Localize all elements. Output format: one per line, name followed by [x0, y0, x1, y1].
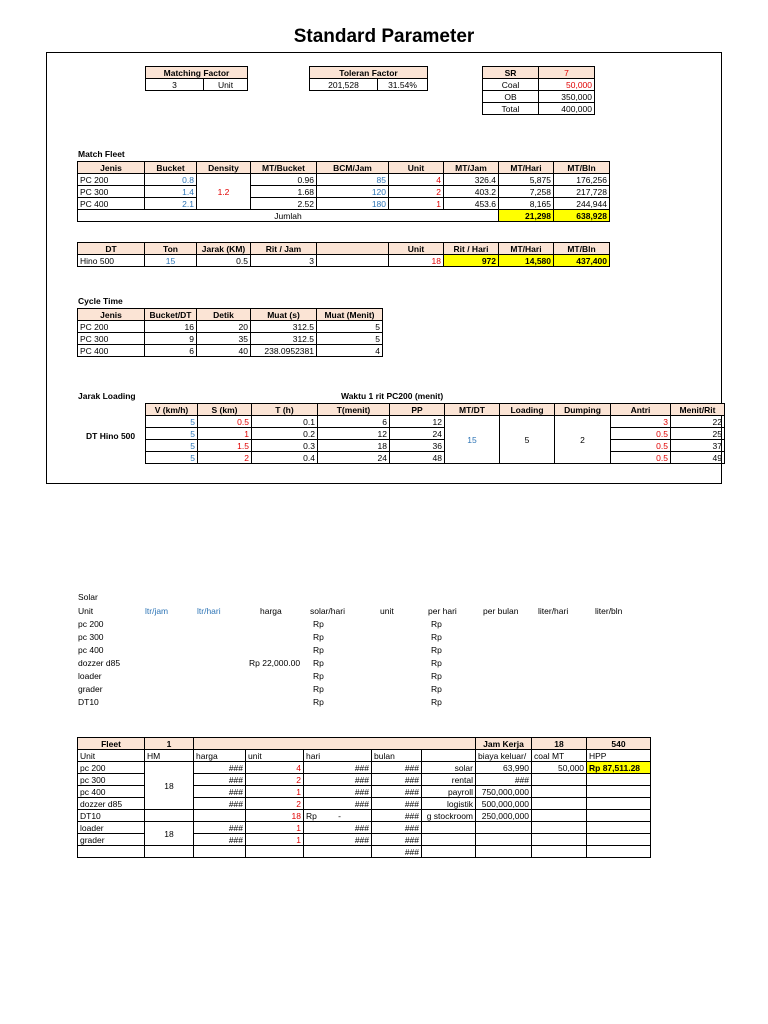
jl-v: 5 [146, 428, 198, 440]
jarak-loading-subtitle: Waktu 1 rit PC200 (menit) [341, 391, 444, 401]
mf-unit: 4 [389, 174, 444, 186]
fleet-hpp [587, 834, 651, 846]
sr-total-value: 400,000 [539, 103, 595, 115]
jl-tm: 6 [318, 416, 390, 428]
fleet-biaya [476, 822, 532, 834]
fleet-col-coal: coal MT [532, 750, 587, 762]
fleet-harga: ### [194, 774, 246, 786]
jl-s: 0.5 [198, 416, 252, 428]
jl-s: 2 [198, 452, 252, 464]
solar-harga: Rp 22,000.00 [249, 658, 301, 668]
fleet-hari: ### [304, 762, 372, 774]
fleet-harga: ### [194, 786, 246, 798]
mf-mt-bucket: 2.52 [251, 198, 317, 210]
solar-rp1: Rp [313, 619, 324, 629]
fleet-header-blank [194, 738, 476, 750]
solar-rp2: Rp [431, 632, 442, 642]
dt-name: Hino 500 [78, 255, 145, 267]
ct-muat-s: 238.0952381 [251, 345, 317, 357]
jl-tm: 18 [318, 440, 390, 452]
toleran-factor-header: Toleran Factor [310, 67, 428, 79]
sr-header-value: 7 [539, 67, 595, 79]
jarak-loading-title: Jarak Loading [78, 391, 136, 401]
solar-rp1: Rp [313, 697, 324, 707]
solar-unit: loader [78, 671, 102, 681]
fleet-bulan: ### [372, 822, 422, 834]
jl-antri: 0.5 [611, 452, 671, 464]
dt-jarak: 0.5 [197, 255, 251, 267]
solar-rp2: Rp [431, 684, 442, 694]
fleet-bulan: ### [372, 774, 422, 786]
sr-table [482, 66, 595, 115]
fleet-u: 1 [246, 822, 304, 834]
jl-t: 0.4 [252, 452, 318, 464]
mf-mt-jam: 453.6 [444, 198, 499, 210]
mf-jumlah-hari: 21,298 [499, 210, 554, 222]
fleet-col-hpp: HPP [587, 750, 651, 762]
mf-mt-hari: 7,258 [499, 186, 554, 198]
cycle-time-table [77, 308, 383, 357]
solar-header-per-hari: per hari [428, 606, 457, 616]
fleet-biaya [476, 846, 532, 858]
ct-muat-menit: 4 [317, 345, 383, 357]
mf-mt-jam: 403.2 [444, 186, 499, 198]
mf-jumlah-bln: 638,928 [554, 210, 610, 222]
fleet-u: 1 [246, 786, 304, 798]
page-title: Standard Parameter [293, 26, 475, 47]
jl-pp: 24 [390, 428, 445, 440]
jl-header-menit-rit: Menit/Rit [671, 404, 725, 416]
jl-header-pp: PP [390, 404, 445, 416]
fleet-unit: pc 400 [78, 786, 145, 798]
dt-header-blank [317, 243, 389, 255]
ct-header-bucket-dt: Bucket/DT [145, 309, 197, 321]
solar-rp2: Rp [431, 671, 442, 681]
fleet-coal [532, 774, 587, 786]
fleet-harga: ### [194, 822, 246, 834]
ct-jenis: PC 300 [78, 333, 145, 345]
mf-jumlah-label: Jumlah [78, 210, 499, 222]
jl-tm: 24 [318, 452, 390, 464]
mf-unit: 1 [389, 198, 444, 210]
ct-muat-menit: 5 [317, 321, 383, 333]
jl-header-t: T (h) [252, 404, 318, 416]
fleet-header-label: Fleet [78, 738, 145, 750]
mf-jenis: PC 300 [78, 186, 145, 198]
fleet-harga: ### [194, 798, 246, 810]
solar-unit: dozzer d85 [78, 658, 121, 668]
toleran-factor-value: 201,528 [310, 79, 378, 91]
dt-header-rit-jam: Rit / Jam [251, 243, 317, 255]
fleet-hpp [587, 846, 651, 858]
fleet-bulan: ### [372, 846, 422, 858]
sr-coal-value: 50,000 [539, 79, 595, 91]
dt-header-rit-hari: Rit / Hari [444, 243, 499, 255]
fleet-bulan: ### [372, 786, 422, 798]
fleet-col-unit2: unit [246, 750, 304, 762]
jl-v: 5 [146, 452, 198, 464]
dt-mt-hari: 14,580 [499, 255, 554, 267]
fleet-biaya: 63,990 [476, 762, 532, 774]
dt-unit: 18 [389, 255, 444, 267]
fleet-hari: Rp - [304, 810, 372, 822]
fleet-biaya: 250,000,000 [476, 810, 532, 822]
jl-menit-rit: 22 [671, 416, 725, 428]
fleet-unit [78, 846, 145, 858]
fleet-u: 1 [246, 834, 304, 846]
dt-mt-bln: 437,400 [554, 255, 610, 267]
mf-header-unit: Unit [389, 162, 444, 174]
fleet-u [246, 846, 304, 858]
solar-title: Solar [78, 592, 98, 602]
solar-rp1: Rp [313, 671, 324, 681]
ct-muat-s: 312.5 [251, 321, 317, 333]
dt-header-dt: DT [78, 243, 145, 255]
sr-total-label: Total [483, 103, 539, 115]
mf-header-bucket: Bucket [145, 162, 197, 174]
fleet-harga: ### [194, 762, 246, 774]
fleet-hpp [587, 810, 651, 822]
solar-rp1: Rp [313, 632, 324, 642]
jl-pp: 12 [390, 416, 445, 428]
fleet-coal [532, 786, 587, 798]
jl-s: 1.5 [198, 440, 252, 452]
fleet-unit: pc 200 [78, 762, 145, 774]
jl-mt-dt: 15 [445, 416, 500, 464]
jl-header-v: V (km/h) [146, 404, 198, 416]
fleet-label [422, 822, 476, 834]
mf-mt-hari: 8,165 [499, 198, 554, 210]
solar-unit: pc 300 [78, 632, 104, 642]
jl-menit-rit: 25 [671, 428, 725, 440]
fleet-u: 18 [246, 810, 304, 822]
fleet-bulan: ### [372, 762, 422, 774]
matching-factor-table [145, 66, 248, 91]
fleet-bulan: ### [372, 834, 422, 846]
sr-ob-value: 350,000 [539, 91, 595, 103]
mf-bcm-jam: 85 [317, 174, 389, 186]
fleet-hm-group: 18 [145, 822, 194, 846]
solar-rp2: Rp [431, 645, 442, 655]
matching-factor-unit: Unit [204, 79, 248, 91]
jl-pp: 48 [390, 452, 445, 464]
fleet-col-bulan: bulan [372, 750, 422, 762]
mf-mt-bln: 217,728 [554, 186, 610, 198]
jl-header-dumping: Dumping [555, 404, 611, 416]
toleran-factor-pct: 31.54% [378, 79, 428, 91]
fleet-coal [532, 834, 587, 846]
jl-t: 0.1 [252, 416, 318, 428]
jl-menit-rit: 49 [671, 452, 725, 464]
mf-mt-bln: 244,944 [554, 198, 610, 210]
fleet-coal [532, 798, 587, 810]
solar-rp1: Rp [313, 684, 324, 694]
ct-bucket-dt: 6 [145, 345, 197, 357]
jl-antri: 0.5 [611, 428, 671, 440]
mf-mt-bucket: 1.68 [251, 186, 317, 198]
jl-antri: 0.5 [611, 440, 671, 452]
dt-header-jarak: Jarak (KM) [197, 243, 251, 255]
mf-header-jenis: Jenis [78, 162, 145, 174]
solar-header-unit: Unit [78, 606, 94, 616]
fleet-hm-blank [145, 810, 194, 822]
solar-header-solar-hari: solar/hari [310, 606, 345, 616]
fleet-jam-kerja-label: Jam Kerja [476, 738, 532, 750]
solar-rp2: Rp [431, 619, 442, 629]
fleet-label: solar [422, 762, 476, 774]
jl-menit-rit: 37 [671, 440, 725, 452]
ct-bucket-dt: 9 [145, 333, 197, 345]
sr-coal-label: Coal [483, 79, 539, 91]
ct-header-muat-s: Muat (s) [251, 309, 317, 321]
jarak-loading-table [145, 403, 725, 464]
solar-header-liter-bln: liter/bln [595, 606, 623, 616]
fleet-biaya: ### [476, 774, 532, 786]
fleet-hm-group: 18 [145, 762, 194, 810]
fleet-jam-kerja-value: 18 [532, 738, 587, 750]
solar-rp2: Rp [431, 658, 442, 668]
mf-bucket: 1.4 [145, 186, 197, 198]
jl-header-tmenit: T(menit) [318, 404, 390, 416]
solar-unit: pc 200 [78, 619, 104, 629]
fleet-unit: loader [78, 822, 145, 834]
fleet-unit: DT10 [78, 810, 145, 822]
solar-header-harga: harga [260, 606, 282, 616]
fleet-col-blank [422, 750, 476, 762]
ct-bucket-dt: 16 [145, 321, 197, 333]
dt-header-mt-hari: MT/Hari [499, 243, 554, 255]
jl-t: 0.3 [252, 440, 318, 452]
fleet-hpp [587, 774, 651, 786]
dt-rit-jam: 3 [251, 255, 317, 267]
mf-density: 1.2 [197, 174, 251, 210]
fleet-hari: ### [304, 786, 372, 798]
ct-header-detik: Detik [197, 309, 251, 321]
jl-antri: 3 [611, 416, 671, 428]
mf-mt-jam: 326.4 [444, 174, 499, 186]
mf-bucket: 2.1 [145, 198, 197, 210]
solar-header-unit2: unit [380, 606, 394, 616]
solar-table [0, 605, 768, 725]
mf-mt-hari: 5,875 [499, 174, 554, 186]
mf-header-mt-bln: MT/Bln [554, 162, 610, 174]
fleet-header-value: 1 [145, 738, 194, 750]
fleet-bulan: ### [372, 810, 422, 822]
fleet-hm-blank [145, 846, 194, 858]
matching-factor-header: Matching Factor [146, 67, 248, 79]
solar-unit: grader [78, 684, 103, 694]
mf-header-density: Density [197, 162, 251, 174]
fleet-table [77, 737, 651, 858]
ct-detik: 40 [197, 345, 251, 357]
ct-detik: 20 [197, 321, 251, 333]
fleet-coal [532, 846, 587, 858]
sr-header: SR [483, 67, 539, 79]
mf-bucket: 0.8 [145, 174, 197, 186]
jl-v: 5 [146, 416, 198, 428]
fleet-u: 4 [246, 762, 304, 774]
solar-header-ltr-jam: ltr/jam [145, 606, 169, 616]
ct-jenis: PC 400 [78, 345, 145, 357]
fleet-biaya: 500,000,000 [476, 798, 532, 810]
mf-jenis: PC 200 [78, 174, 145, 186]
fleet-harga: ### [194, 834, 246, 846]
jl-loading: 5 [500, 416, 555, 464]
fleet-harga [194, 810, 246, 822]
fleet-bulan: ### [372, 798, 422, 810]
solar-header-per-bulan: per bulan [483, 606, 519, 616]
mf-jenis: PC 400 [78, 198, 145, 210]
matching-factor-value: 3 [146, 79, 204, 91]
solar-rp1: Rp [313, 658, 324, 668]
fleet-coal: 50,000 [532, 762, 587, 774]
jl-v: 5 [146, 440, 198, 452]
toleran-factor-table [309, 66, 428, 91]
fleet-hpp [587, 798, 651, 810]
fleet-hari: ### [304, 822, 372, 834]
jl-header-loading: Loading [500, 404, 555, 416]
fleet-hari: ### [304, 774, 372, 786]
ct-muat-s: 312.5 [251, 333, 317, 345]
fleet-harga [194, 846, 246, 858]
ct-detik: 35 [197, 333, 251, 345]
dt-rit-hari: 972 [444, 255, 499, 267]
mf-header-mt-jam: MT/Jam [444, 162, 499, 174]
solar-unit: pc 400 [78, 645, 104, 655]
dt-header-mt-bln: MT/Bln [554, 243, 610, 255]
fleet-jam-kerja-total: 540 [587, 738, 651, 750]
fleet-label [422, 834, 476, 846]
dt-header-ton: Ton [145, 243, 197, 255]
fleet-col-hm: HM [145, 750, 194, 762]
jl-t: 0.2 [252, 428, 318, 440]
solar-unit: DT10 [78, 697, 99, 707]
fleet-col-hari: hari [304, 750, 372, 762]
solar-header-ltr-hari: ltr/hari [197, 606, 221, 616]
fleet-col-biaya: biaya keluar/ [476, 750, 532, 762]
jl-s: 1 [198, 428, 252, 440]
jl-dumping: 2 [555, 416, 611, 464]
match-fleet-table [77, 161, 610, 222]
fleet-u: 2 [246, 798, 304, 810]
jl-header-mt-dt: MT/DT [445, 404, 500, 416]
sr-ob-label: OB [483, 91, 539, 103]
jl-header-antri: Antri [611, 404, 671, 416]
fleet-u: 2 [246, 774, 304, 786]
fleet-col-harga: harga [194, 750, 246, 762]
fleet-hari: ### [304, 798, 372, 810]
fleet-hpp: Rp 87,511.28 [587, 762, 651, 774]
dt-ton: 15 [145, 255, 197, 267]
mf-header-mt-hari: MT/Hari [499, 162, 554, 174]
fleet-coal [532, 810, 587, 822]
mf-mt-bucket: 0.96 [251, 174, 317, 186]
mf-header-mt-bucket: MT/Bucket [251, 162, 317, 174]
mf-unit: 2 [389, 186, 444, 198]
fleet-unit: pc 300 [78, 774, 145, 786]
fleet-label: g stockroom [422, 810, 476, 822]
solar-header-liter-hari: liter/hari [538, 606, 569, 616]
cycle-time-title: Cycle Time [78, 296, 123, 306]
fleet-col-unit: Unit [78, 750, 145, 762]
mf-bcm-jam: 180 [317, 198, 389, 210]
fleet-hari: ### [304, 834, 372, 846]
fleet-biaya: 750,000,000 [476, 786, 532, 798]
fleet-hari [304, 846, 372, 858]
ct-jenis: PC 200 [78, 321, 145, 333]
ct-header-muat-menit: Muat (Menit) [317, 309, 383, 321]
ct-header-jenis: Jenis [78, 309, 145, 321]
mf-header-bcm-jam: BCM/Jam [317, 162, 389, 174]
mf-bcm-jam: 120 [317, 186, 389, 198]
fleet-label: rental [422, 774, 476, 786]
jl-header-s: S (km) [198, 404, 252, 416]
fleet-unit: grader [78, 834, 145, 846]
ct-muat-menit: 5 [317, 333, 383, 345]
fleet-label: logistik [422, 798, 476, 810]
fleet-coal [532, 822, 587, 834]
jl-group-label: DT Hino 500 [86, 431, 136, 441]
dt-blank [317, 255, 389, 267]
dt-header-unit: Unit [389, 243, 444, 255]
solar-rp1: Rp [313, 645, 324, 655]
fleet-unit: dozzer d85 [78, 798, 145, 810]
fleet-hpp [587, 822, 651, 834]
jl-tm: 12 [318, 428, 390, 440]
fleet-biaya [476, 834, 532, 846]
mf-mt-bln: 176,256 [554, 174, 610, 186]
fleet-label: payroll [422, 786, 476, 798]
fleet-label [422, 846, 476, 858]
fleet-hpp [587, 786, 651, 798]
jl-pp: 36 [390, 440, 445, 452]
match-fleet-title: Match Fleet [78, 149, 125, 159]
solar-rp2: Rp [431, 697, 442, 707]
dt-table [77, 242, 610, 267]
